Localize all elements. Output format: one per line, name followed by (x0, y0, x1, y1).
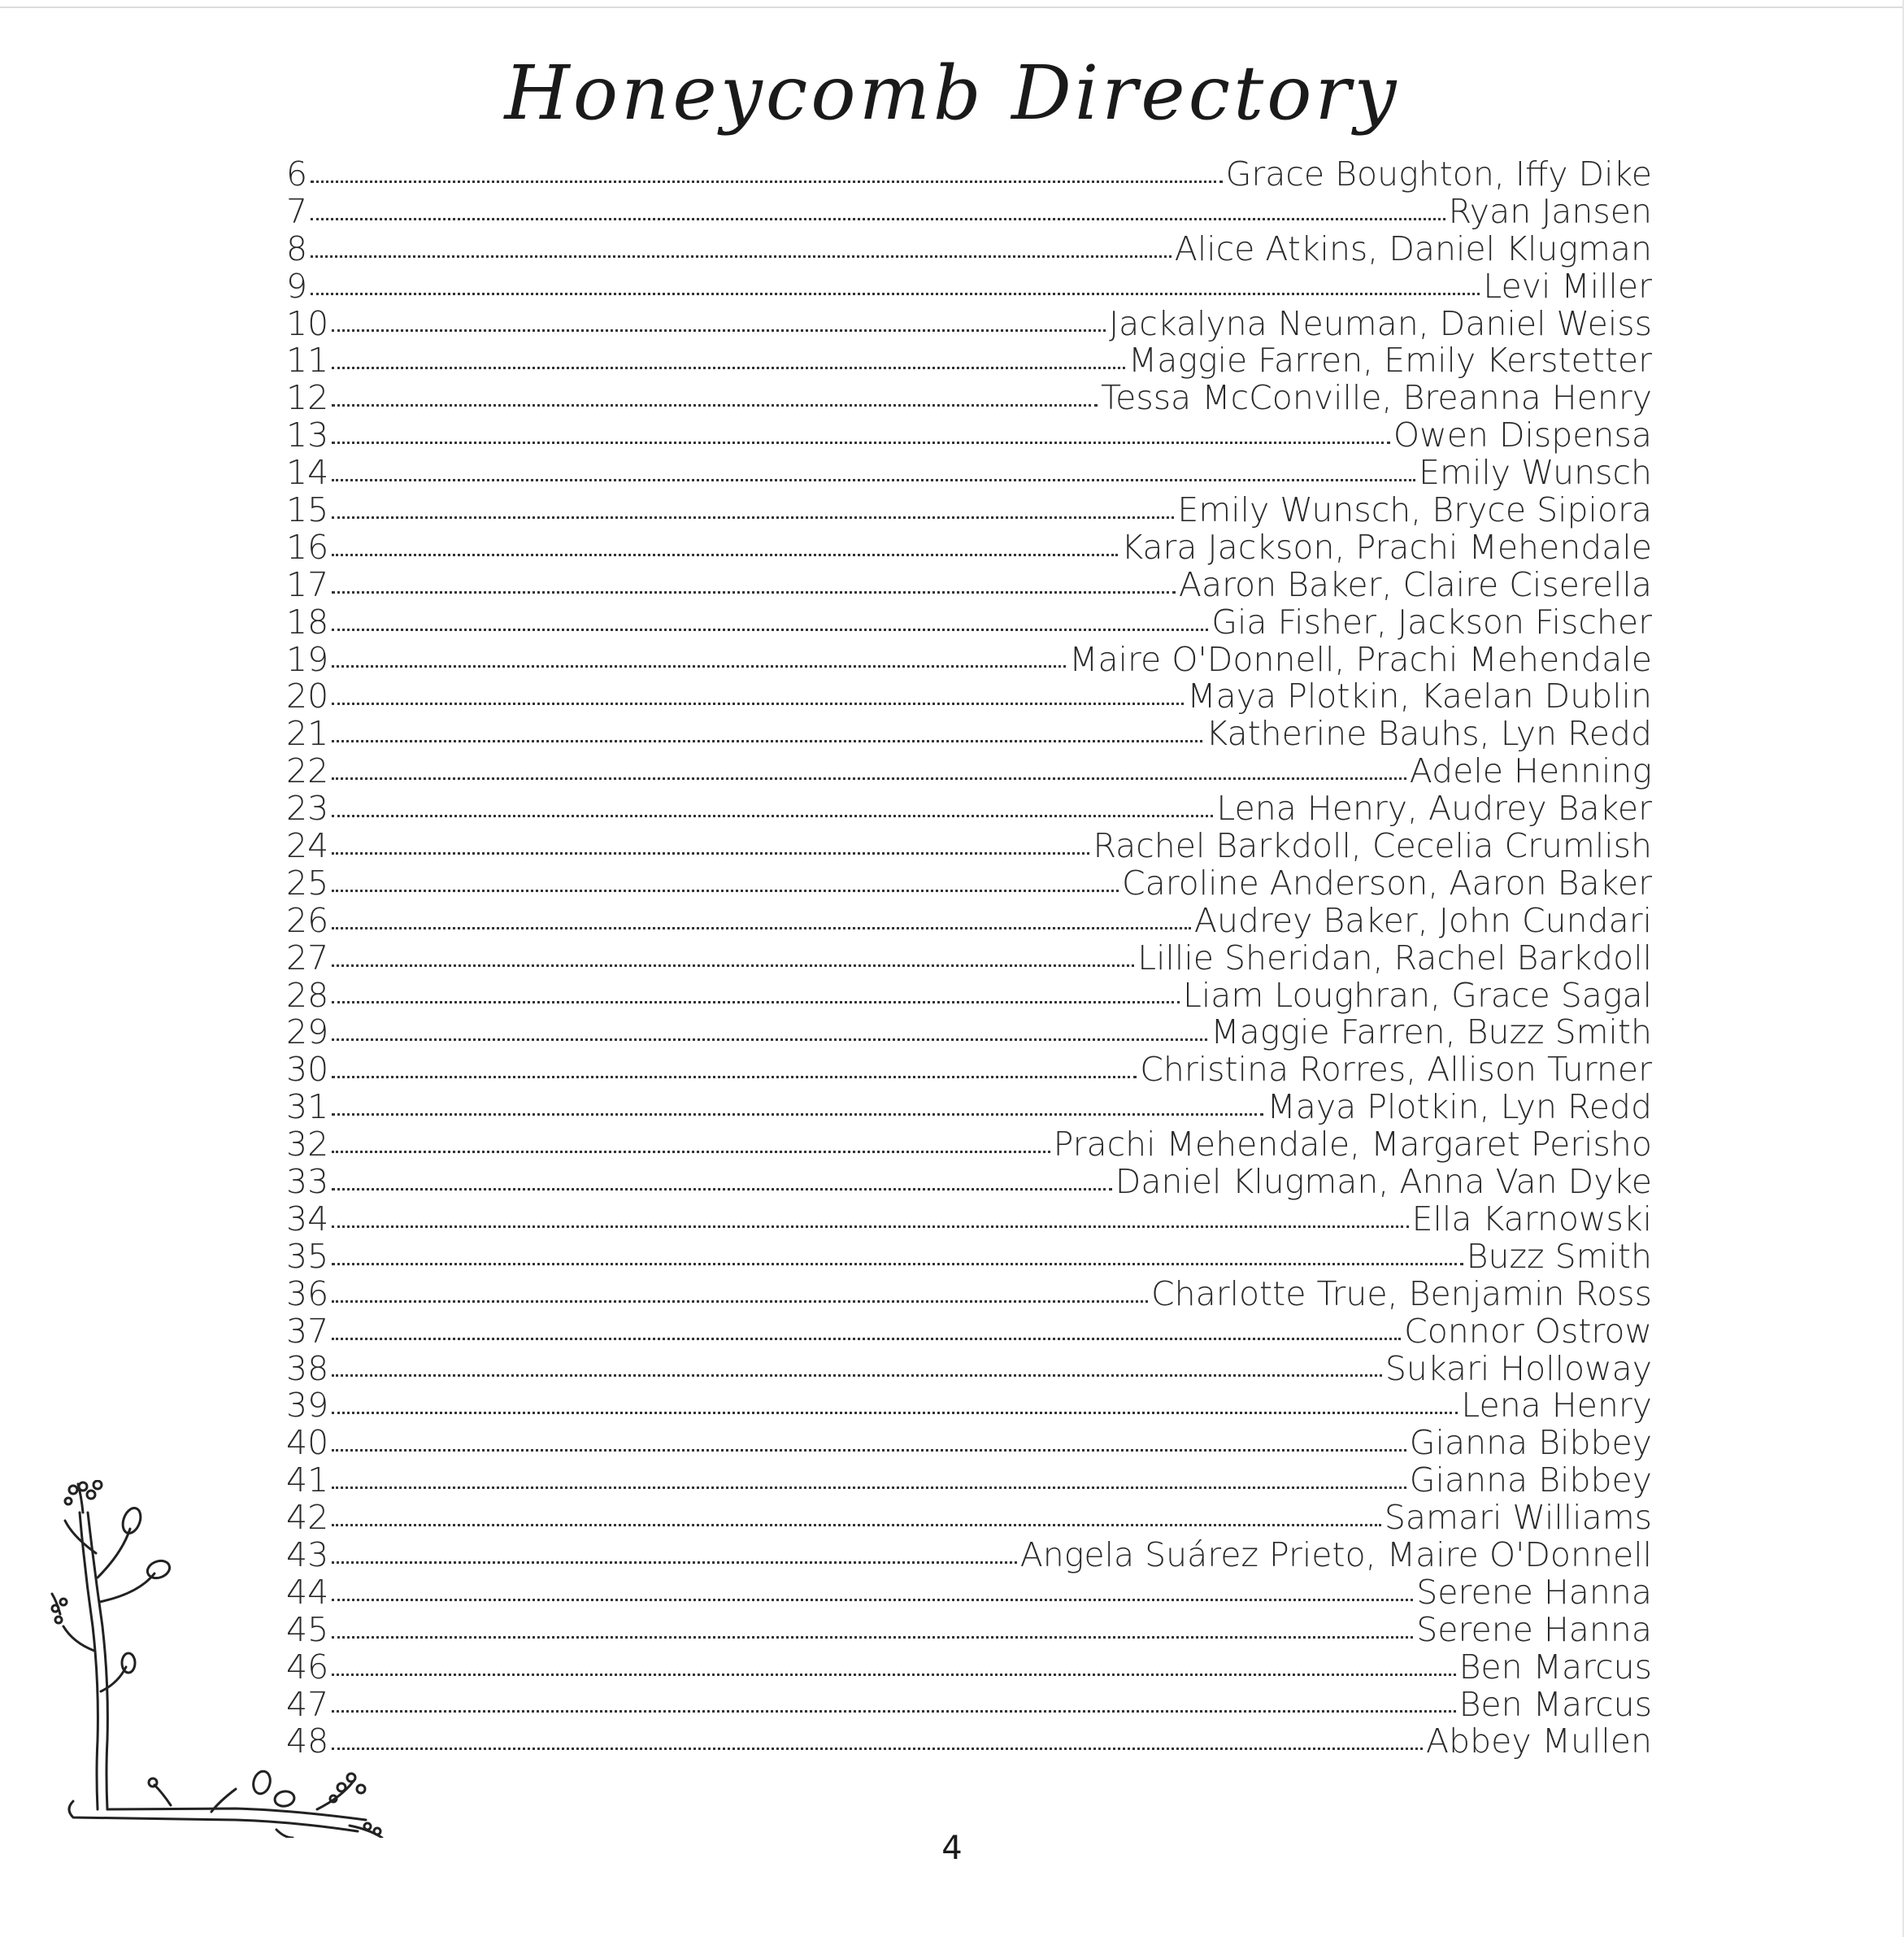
directory-entry (286, 1649, 1652, 1687)
directory-entry (286, 940, 1652, 977)
directory-entry (286, 1609, 1652, 1649)
entry-page-number: 8 (286, 229, 308, 268)
entry-page-number: 32 (286, 1125, 329, 1164)
entry-page-number: 19 (286, 639, 329, 679)
directory-entry (286, 1534, 1652, 1574)
entry-page-number: 26 (286, 900, 329, 940)
dot-leader (332, 1263, 1463, 1265)
dot-leader (332, 1113, 1263, 1116)
entry-page-number: 25 (286, 863, 329, 903)
directory-entry (286, 1201, 1652, 1238)
entry-page-number: 17 (286, 564, 329, 604)
entry-page-number: 37 (286, 1311, 329, 1351)
dot-leader (332, 1225, 1408, 1228)
entry-page-number: 41 (286, 1460, 329, 1500)
entry-names: Gianna Bibbey (1409, 1423, 1652, 1463)
entry-names: Maire O'Donnell, Prachi Mehendale (1069, 639, 1652, 679)
directory-entry (286, 1462, 1652, 1500)
directory-entry (286, 1126, 1652, 1164)
dot-leader (332, 1151, 1050, 1153)
entry-page-number: 40 (286, 1423, 329, 1463)
directory-entry (286, 828, 1652, 865)
entry-names: Lena Henry, Audrey Baker (1216, 789, 1652, 829)
dot-leader (332, 1636, 1413, 1639)
entry-page-number: 7 (286, 191, 308, 231)
directory-entry (286, 342, 1652, 380)
entry-names: Lillie Sheridan, Rachel Barkdoll (1137, 938, 1652, 977)
directory-entry (286, 1238, 1652, 1276)
directory-entry (286, 529, 1652, 567)
entry-page-number: 24 (286, 826, 329, 866)
dot-leader (332, 703, 1184, 705)
dot-leader (332, 1710, 1455, 1713)
directory-entry (286, 753, 1652, 790)
dot-leader (332, 1599, 1413, 1601)
dot-leader (332, 479, 1415, 481)
entry-names: Rachel Barkdoll, Cecelia Crumlish (1093, 826, 1652, 866)
dot-leader (332, 1412, 1458, 1414)
directory-entry (286, 1348, 1652, 1388)
entry-page-number: 47 (286, 1684, 329, 1724)
entry-names: Liam Loughran, Grace Sagal (1183, 975, 1652, 1015)
directory-entry (286, 1723, 1652, 1761)
entry-names: Prachi Mehendale, Margaret Perisho (1053, 1125, 1652, 1164)
entry-names: Connor Ostrow (1404, 1311, 1652, 1351)
dot-leader (332, 629, 1208, 631)
dot-leader (332, 852, 1089, 855)
entry-names: Owen Dispensa (1393, 416, 1652, 455)
entry-names: Ella Karnowski (1411, 1199, 1652, 1238)
directory-entry (286, 417, 1652, 455)
directory-entry (286, 156, 1652, 194)
entry-names: Emily Wunsch, Bryce Sipiora (1177, 490, 1652, 530)
entry-page-number: 43 (286, 1534, 329, 1574)
directory-entry (286, 1273, 1652, 1313)
dot-leader (332, 1449, 1406, 1452)
dot-leader (332, 890, 1119, 892)
entry-page-number: 33 (286, 1162, 329, 1202)
entry-page-number: 44 (286, 1572, 329, 1612)
directory-entry (286, 1089, 1652, 1126)
entry-page-number: 22 (286, 751, 329, 791)
dot-leader (311, 293, 1480, 295)
directory-entry (286, 1014, 1652, 1051)
entry-page-number: 10 (286, 303, 329, 343)
entry-names: Gianna Bibbey (1409, 1460, 1652, 1500)
dot-leader (332, 1188, 1112, 1190)
directory-entry (286, 1164, 1652, 1201)
entry-page-number: 45 (286, 1609, 329, 1649)
dot-leader (332, 329, 1106, 332)
directory-entry (286, 231, 1652, 268)
entry-page-number: 27 (286, 938, 329, 977)
directory-entry (286, 865, 1652, 903)
entry-names: Emily Wunsch (1419, 453, 1652, 493)
entry-page-number: 46 (286, 1647, 329, 1687)
directory-entry (286, 303, 1652, 343)
dot-leader (332, 404, 1098, 407)
dot-leader (311, 255, 1172, 258)
entry-names: Ryan Jansen (1448, 191, 1652, 231)
entry-names: Alice Atkins, Daniel Klugman (1174, 229, 1652, 268)
entry-names: Gia Fisher, Jackson Fischer (1211, 602, 1652, 642)
dot-leader (332, 665, 1066, 668)
entry-page-number: 28 (286, 975, 329, 1015)
entry-page-number: 31 (286, 1087, 329, 1127)
directory-entry (286, 1051, 1652, 1089)
entry-page-number: 18 (286, 602, 329, 642)
entry-page-number: 42 (286, 1498, 329, 1538)
directory-entry (286, 1387, 1652, 1425)
dot-leader (332, 516, 1174, 519)
dot-leader (332, 1374, 1382, 1377)
entry-names: Caroline Anderson, Aaron Baker (1121, 863, 1652, 903)
dot-leader (332, 554, 1118, 556)
entry-page-number: 16 (286, 527, 329, 567)
dot-leader (332, 777, 1406, 780)
entry-names: Maggie Farren, Buzz Smith (1211, 1012, 1652, 1052)
entry-page-number: 38 (286, 1348, 329, 1388)
dot-leader (332, 1486, 1406, 1489)
entry-page-number: 13 (286, 416, 329, 455)
entry-page-number: 23 (286, 789, 329, 829)
dot-leader (332, 367, 1125, 369)
entry-names: Adele Henning (1409, 751, 1652, 791)
entry-page-number: 9 (286, 266, 308, 306)
entry-names: Angela Suárez Prieto, Maire O'Donnell (1019, 1534, 1652, 1574)
entry-names: Maya Plotkin, Lyn Redd (1267, 1087, 1652, 1127)
directory-entry (286, 1313, 1652, 1351)
entry-page-number: 35 (286, 1236, 329, 1276)
entry-names: Serene Hanna (1416, 1572, 1652, 1612)
page-title: Honeycomb Directory (504, 50, 1400, 137)
entry-names: Levi Miller (1483, 266, 1652, 306)
entry-page-number: 29 (286, 1012, 329, 1052)
dot-leader (332, 1001, 1180, 1003)
dot-leader (332, 815, 1213, 817)
branch-illustration-icon (49, 1480, 415, 1838)
entry-names: Katherine Bauhs, Lyn Redd (1206, 714, 1652, 754)
entry-page-number: 39 (286, 1386, 329, 1426)
directory-entry (286, 268, 1652, 306)
dot-leader (332, 964, 1134, 967)
directory-entry (286, 790, 1652, 828)
entry-page-number: 30 (286, 1050, 329, 1090)
dot-leader (332, 1300, 1148, 1303)
entry-names: Ben Marcus (1458, 1647, 1652, 1687)
directory-entry (286, 1684, 1652, 1724)
directory-entry (286, 455, 1652, 492)
entry-names: Daniel Klugman, Anna Van Dyke (1115, 1162, 1652, 1202)
dot-leader (332, 740, 1202, 742)
dot-leader (332, 927, 1191, 929)
directory-entry (286, 380, 1652, 417)
dot-leader (332, 1748, 1423, 1750)
entry-names: Charlotte True, Benjamin Ross (1150, 1273, 1652, 1313)
entry-page-number: 14 (286, 453, 329, 493)
directory-entry (286, 564, 1652, 604)
entry-names: Maggie Farren, Emily Kerstetter (1128, 341, 1652, 381)
entry-names: Ben Marcus (1458, 1684, 1652, 1724)
dot-leader (332, 591, 1176, 594)
entry-names: Audrey Baker, John Cundari (1193, 900, 1652, 940)
entry-page-number: 48 (286, 1722, 329, 1761)
dot-leader (332, 1338, 1401, 1340)
entry-names: Kara Jackson, Prachi Mehendale (1121, 527, 1652, 567)
directory-entry (286, 604, 1652, 642)
dot-leader (311, 181, 1223, 183)
directory-entry (286, 1500, 1652, 1537)
entry-page-number: 21 (286, 714, 329, 754)
dot-leader (332, 1076, 1137, 1078)
entry-names: Jackalyna Neuman, Daniel Weiss (1109, 303, 1652, 343)
entry-names: Grace Boughton, Iffy Dike (1225, 155, 1652, 194)
entry-page-number: 20 (286, 677, 329, 716)
entry-names: Maya Plotkin, Kaelan Dublin (1187, 677, 1652, 716)
entry-names: Christina Rorres, Allison Turner (1140, 1050, 1652, 1090)
directory-entry (286, 639, 1652, 679)
entry-page-number: 36 (286, 1273, 329, 1313)
directory-entry (286, 678, 1652, 716)
entry-names: Buzz Smith (1466, 1236, 1652, 1276)
directory-entry (286, 977, 1652, 1015)
directory-entry (286, 900, 1652, 940)
entry-names: Lena Henry (1461, 1386, 1652, 1426)
entry-names: Aaron Baker, Claire Ciserella (1178, 564, 1652, 604)
entry-page-number: 15 (286, 490, 329, 530)
dot-leader (332, 442, 1390, 444)
entry-page-number: 12 (286, 378, 329, 418)
directory-entry (286, 1425, 1652, 1462)
page-number: 4 (941, 1830, 963, 1867)
entry-page-number: 11 (286, 341, 329, 381)
entry-names: Abbey Mullen (1426, 1722, 1652, 1761)
directory-entry (286, 1574, 1652, 1612)
entry-names: Tessa McConville, Breanna Henry (1101, 378, 1652, 418)
page-top-edge (0, 7, 1904, 8)
directory-entry (286, 191, 1652, 231)
dot-leader (332, 1561, 1017, 1564)
dot-leader (332, 1674, 1455, 1676)
dot-leader (332, 1524, 1381, 1526)
entry-names: Serene Hanna (1416, 1609, 1652, 1649)
directory-entry (286, 716, 1652, 753)
entry-page-number: 6 (286, 155, 308, 194)
dot-leader (332, 1038, 1207, 1041)
entry-names: Samari Williams (1384, 1498, 1652, 1538)
entry-page-number: 34 (286, 1199, 329, 1238)
dot-leader (311, 218, 1445, 220)
directory-entry (286, 492, 1652, 529)
directory-list (286, 156, 1652, 1761)
entry-names: Sukari Holloway (1385, 1348, 1652, 1388)
